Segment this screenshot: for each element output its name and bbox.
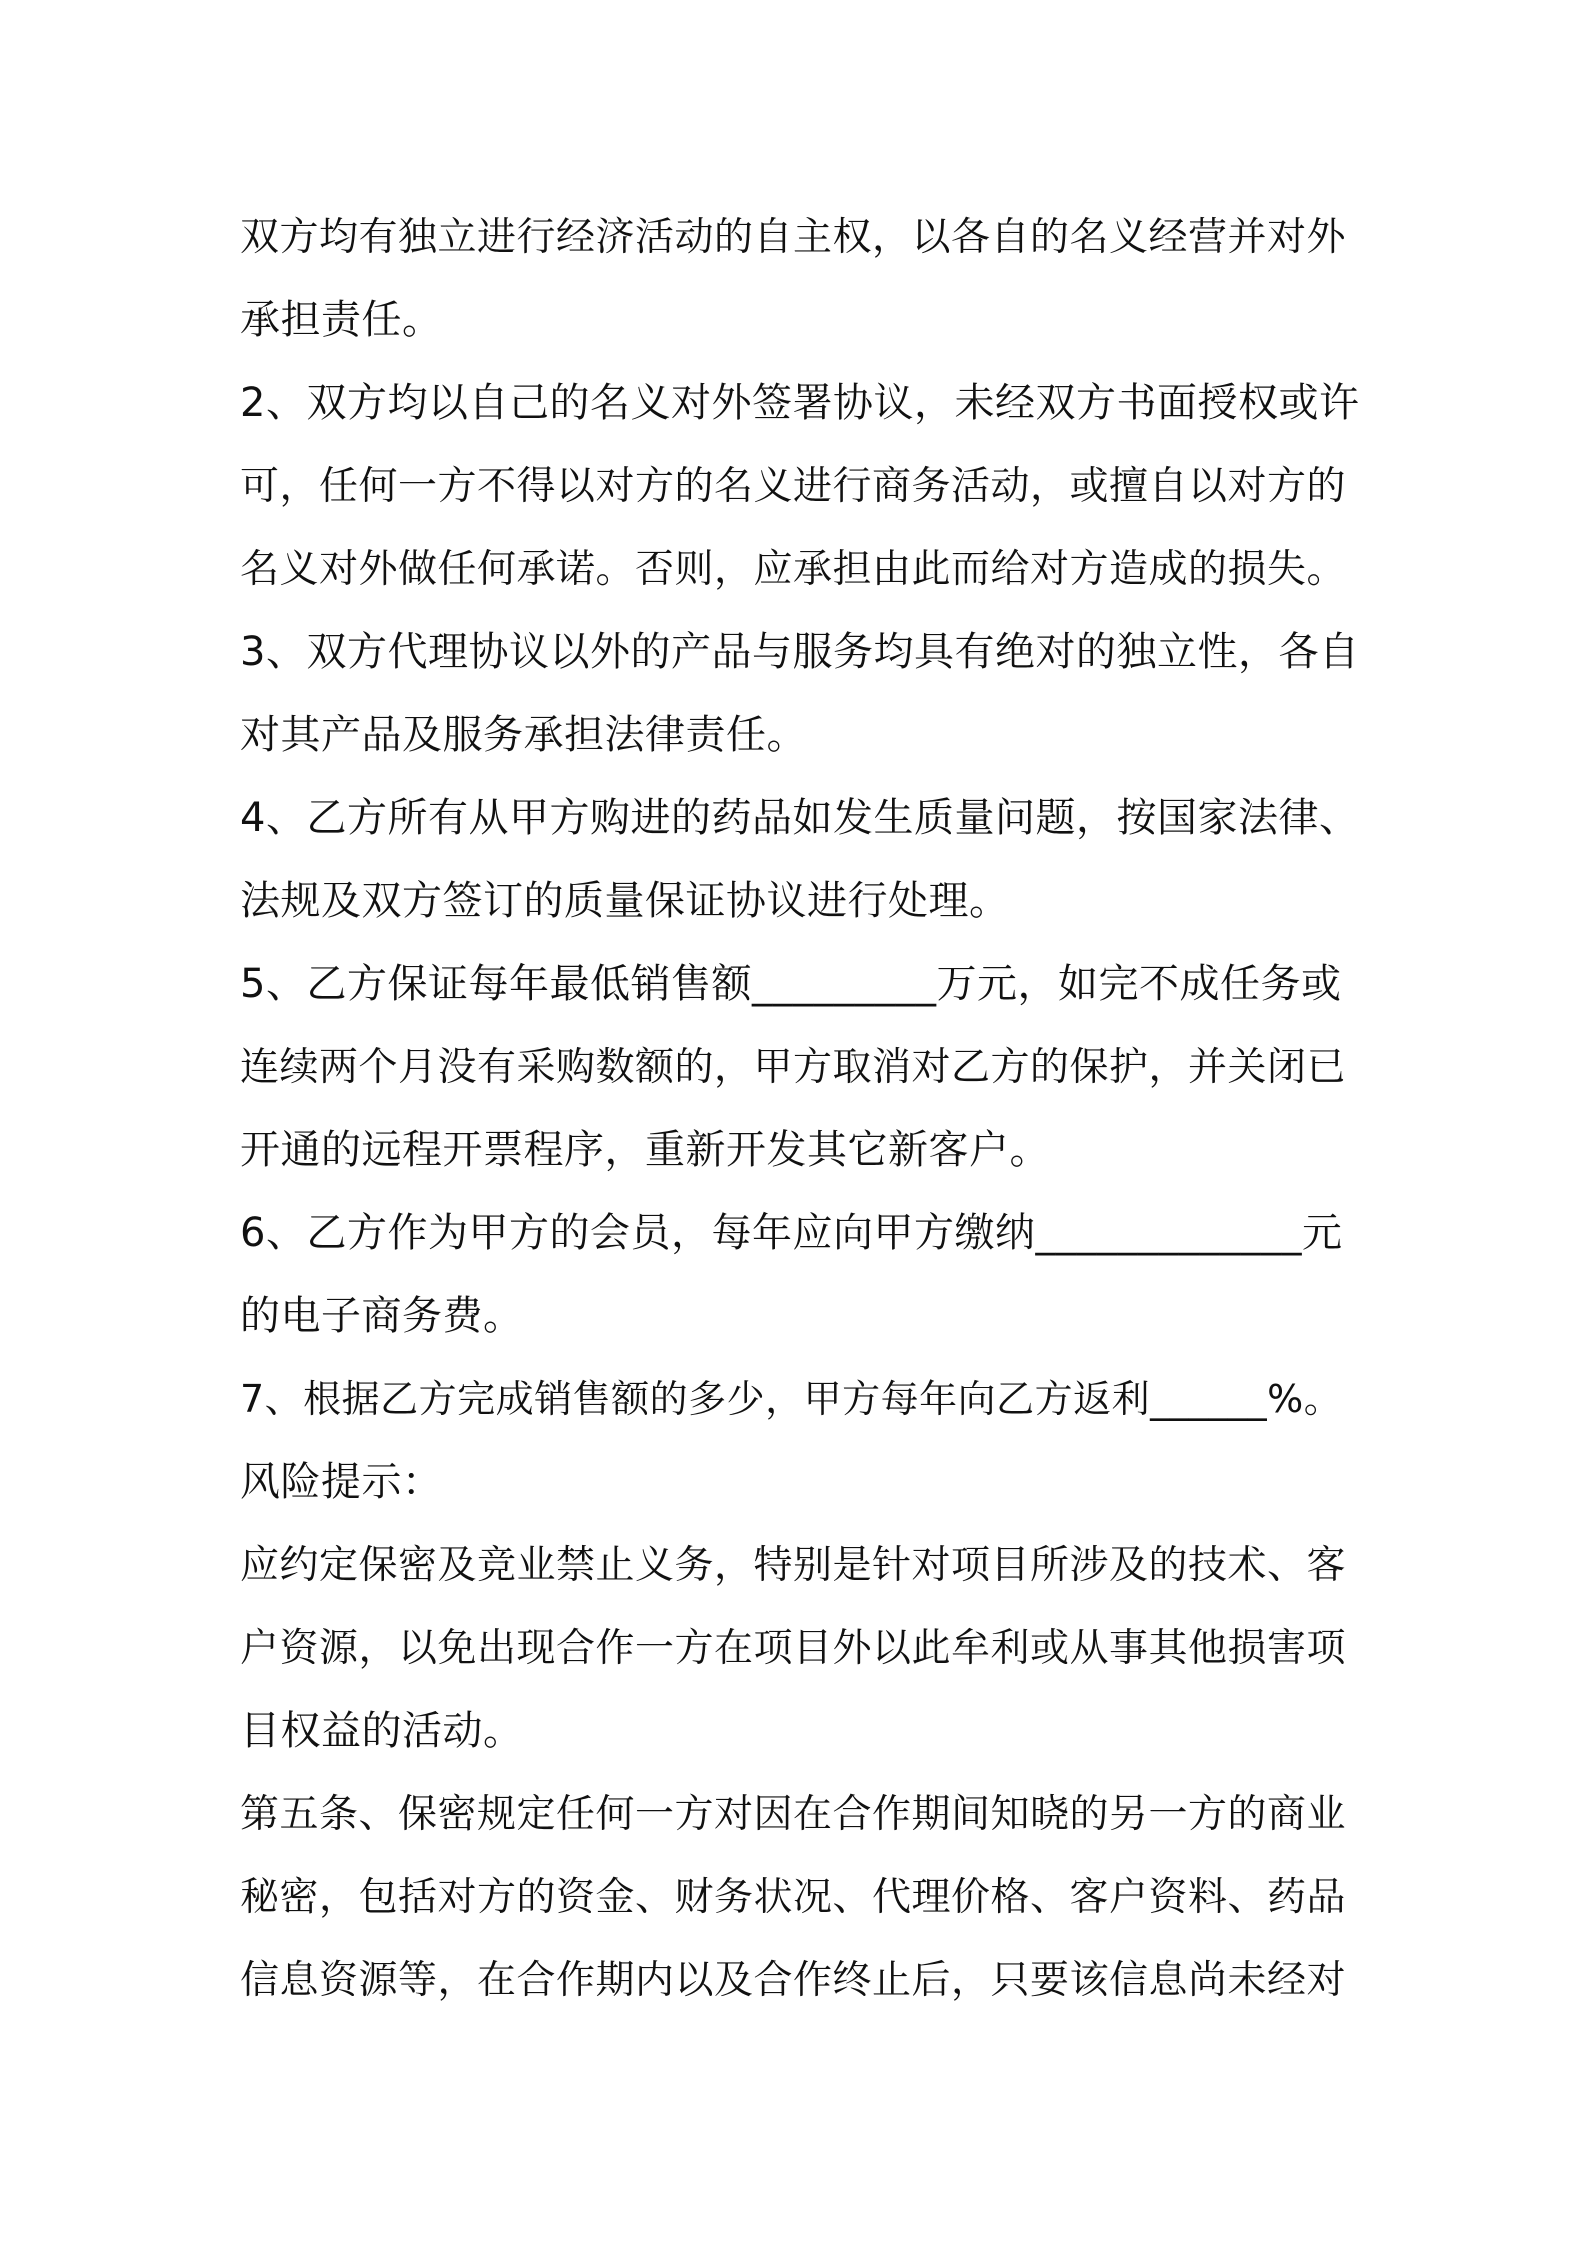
- text-line: 应约定保密及竞业禁止义务，特别是针对项目所涉及的技术、客: [240, 1543, 1347, 1588]
- text-line: 的电子商务费。: [240, 1293, 524, 1339]
- text-line: 信息资源等，在合作期内以及合作终止后，只要该信息尚未经对: [240, 1958, 1347, 2003]
- text-line: 连续两个月没有采购数额的，甲方取消对乙方的保护，并关闭已: [240, 1045, 1347, 1090]
- text-line: 3、双方代理协议以外的产品与服务均具有绝对的独立性，各自: [240, 629, 1360, 675]
- text-line: 5、乙方保证每年最低销售额_________万元，如完不成任务或: [240, 961, 1342, 1007]
- text-line: 承担责任。: [240, 297, 443, 343]
- text-line: 名义对外做任何承诺。否则，应承担由此而给对方造成的损失。: [240, 547, 1347, 592]
- text-line: 开通的远程开票程序，重新开发其它新客户。: [240, 1127, 1050, 1173]
- text-line: 6、乙方作为甲方的会员，每年应向甲方缴纳_____________元: [240, 1210, 1343, 1256]
- text-line: 目权益的活动。: [240, 1708, 524, 1754]
- text-line: 对其产品及服务承担法律责任。: [240, 712, 807, 758]
- text-line: 法规及双方签订的质量保证协议进行处理。: [240, 878, 1010, 924]
- text-line: 双方均有独立进行经济活动的自主权，以各自的名义经营并对外: [240, 215, 1347, 260]
- text-line: 第五条、保密规定任何一方对因在合作期间知晓的另一方的商业: [240, 1792, 1347, 1837]
- document-body: [240, 196, 1360, 2022]
- text-line: 2、双方均以自己的名义对外签署协议，未经双方书面授权或许: [240, 380, 1360, 426]
- text-line: 秘密，包括对方的资金、财务状况、代理价格、客户资料、药品: [240, 1875, 1347, 1920]
- section-heading-risk: 风险提示：: [240, 1459, 443, 1505]
- text-line: 7、根据乙方完成销售额的多少，甲方每年向乙方返利______%。: [240, 1377, 1343, 1421]
- text-line: 4、乙方所有从甲方购进的药品如发生质量问题，按国家法律、: [240, 795, 1360, 841]
- text-line: 可，任何一方不得以对方的名义进行商务活动，或擅自以对方的: [240, 464, 1347, 509]
- text-line: 户资源，以免出现合作一方在项目外以此牟利或从事其他损害项: [240, 1626, 1347, 1671]
